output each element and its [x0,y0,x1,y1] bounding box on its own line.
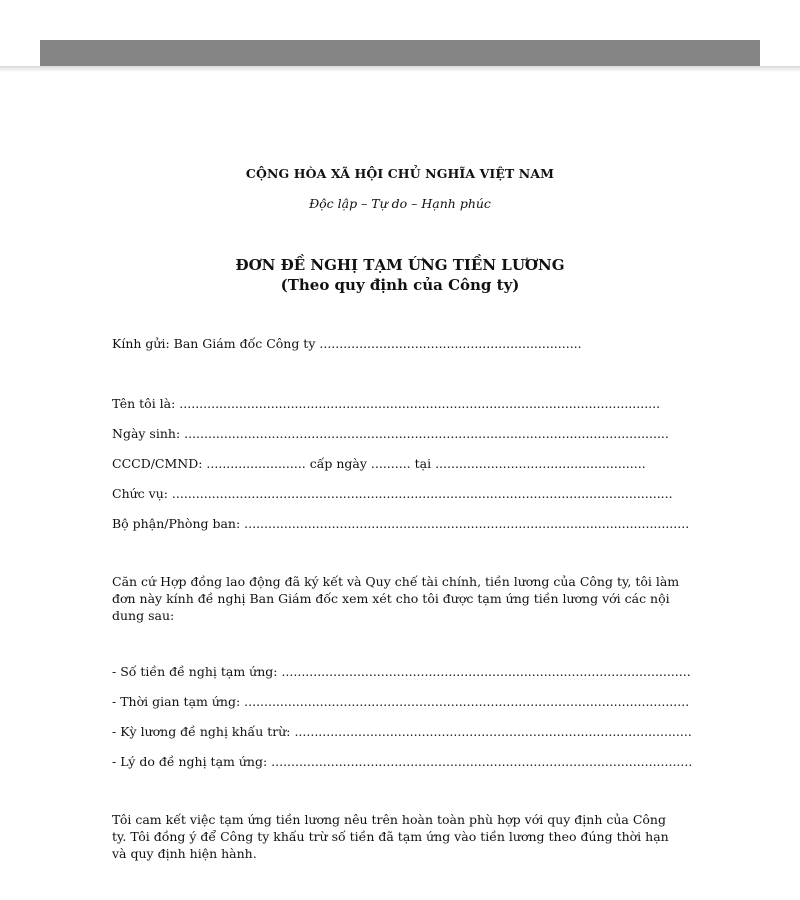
deduction-period-field: - Kỳ lương đề nghị khấu trừ: .................................................................................................... [112,724,692,739]
advance-time-field: - Thời gian tạm ứng: ................................................................................................................ [112,694,690,709]
document-page [0,72,800,900]
document-subtitle: (Theo quy định của Công ty) [280,276,520,294]
national-header: CỘNG HÒA XÃ HỘI CHỦ NGHĨA VIỆT NAM [245,166,555,181]
department-field: Bộ phận/Phòng ban: ................................................................................................................ [112,516,690,531]
national-motto: Độc lập – Tự do – Hạnh phúc [309,196,491,211]
position-field: Chức vụ: .............................................................................................................................. [112,486,673,501]
addressee-line: Kính gửi: Ban Giám đốc Công ty .................................................................. [112,336,582,351]
name-field: Tên tôi là: ......................................................................................................................... [112,396,661,411]
basis-paragraph: Căn cứ Hợp đồng lao động đã ký kết và Quy chế tài chính, tiền lương của Công ty, tôi làm đơn này kính đề nghị Ban Giám đốc xem xét cho tôi được tạm ứng tiền lương với các nội dung sau: [112,574,680,623]
viewer-toolbar [40,40,760,69]
dob-field: Ngày sinh: .......................................................................................................................... [112,426,669,441]
amount-field: - Số tiền đề nghị tạm ứng: ....................................................................................................... [112,664,691,679]
commitment-paragraph: Tôi cam kết việc tạm ứng tiền lương nêu trên hoàn toàn phù hợp với quy định của Công ty. Tôi đồng ý để Công ty khấu trừ số tiền đã tạm ứng vào tiền lương theo đúng thời hạn và quy định hiện hành. [112,812,669,861]
id-card-field: CCCD/CMND: ......................... cấp ngày .......... tại ..................................................... [112,456,646,471]
document-title: ĐƠN ĐỀ NGHỊ TẠM ỨNG TIỀN LƯƠNG [235,256,565,274]
reason-field: - Lý do đề nghị tạm ứng: .......................................................................................................... [112,754,693,769]
